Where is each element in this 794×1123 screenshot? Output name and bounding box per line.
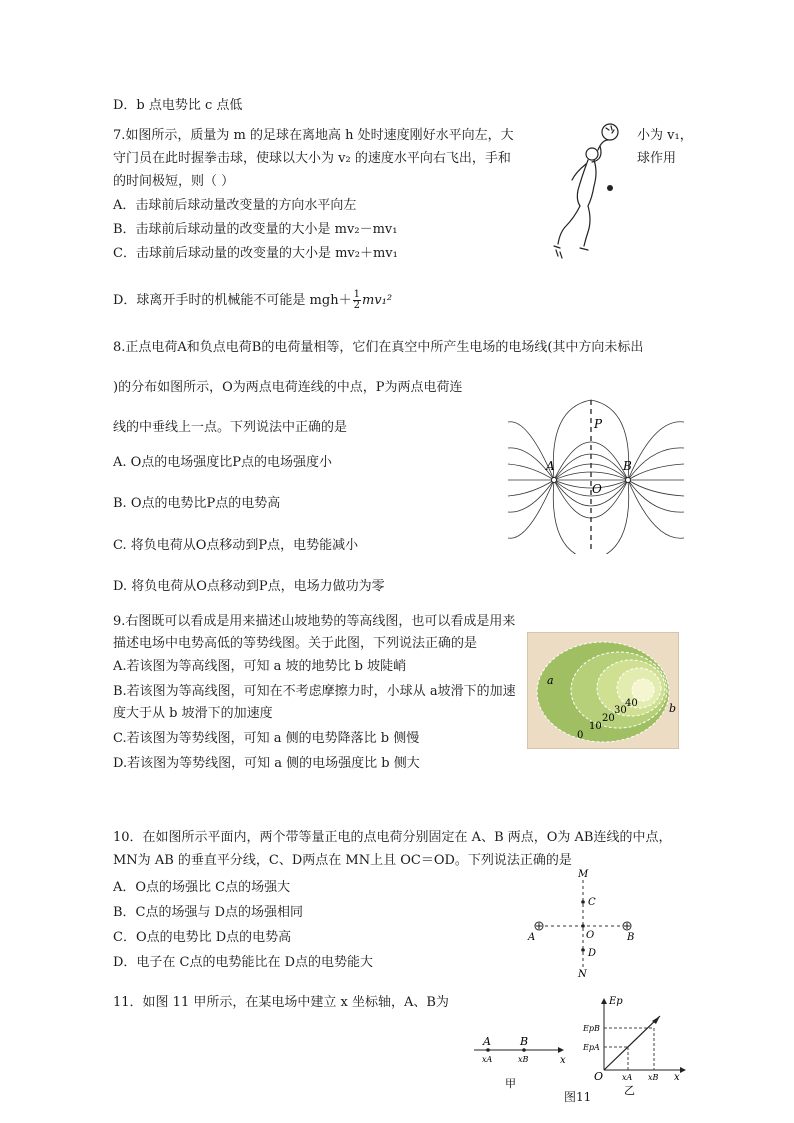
point-o	[581, 924, 585, 928]
label-contour-20: 20	[602, 713, 615, 724]
q10-option-b: B．C点的场强与 D点的场强相同	[113, 905, 304, 920]
q7-fraction-denominator: 2	[353, 300, 360, 311]
q10-stem-line1: 10．在如图所示平面内，两个带等量正电的点电荷分别固定在 A、B 两点，O为 AB连线的中点，	[113, 830, 672, 845]
point-b	[522, 1048, 526, 1052]
q7-option-d-prefix: D．球离开手时的机械能不可能是 mgh＋	[113, 293, 352, 308]
label-contour-10: 10	[589, 721, 602, 732]
q7-option-c: C．击球前后球动量的改变量的大小是 mv₂＋mv₁	[113, 246, 398, 261]
label-o: O	[586, 930, 595, 941]
q7-stem-line1: 7.如图所示，质量为 m 的足球在离地高 h 处时速度刚好水平向左，大	[113, 128, 514, 143]
label-p: P	[594, 417, 603, 431]
label-xa: xA	[622, 1073, 633, 1082]
label-b: B	[520, 1035, 529, 1048]
q7-fraction-numerator: 1	[353, 289, 360, 300]
point-d	[581, 948, 585, 952]
contour-map-diagram	[527, 632, 679, 749]
charge-a	[552, 478, 557, 483]
two-charges-diagram	[525, 866, 640, 978]
goalkeeper-figure	[548, 120, 634, 268]
label-a: A	[528, 932, 536, 943]
charge-b	[626, 478, 631, 483]
q8-stem-line2: )的分布如图所示，O为两点电荷连线的中点，P为两点电荷连	[113, 380, 463, 395]
dipole-field-diagram	[508, 398, 684, 554]
label-slope-b: b	[669, 702, 677, 715]
caption-yi: 乙	[624, 1084, 635, 1097]
label-ep: Ep	[609, 996, 623, 1007]
label-b: B	[627, 932, 635, 943]
label-xb: xB	[648, 1073, 659, 1082]
q7-option-b: B．击球前后球动量的改变量的大小是 mv₂－mv₁	[113, 222, 398, 237]
ep-x-graph-yi	[582, 994, 686, 1104]
football-icon	[602, 124, 618, 140]
q7-stem-line1-right: 小为 v₁，	[637, 128, 693, 143]
label-n: N	[578, 969, 587, 978]
ep-line	[604, 1016, 660, 1070]
q7-option-a: A．击球前后球动量改变量的方向水平向左	[113, 198, 357, 213]
q9-option-c: C.若该图为等势线图，可知 a 侧的电势降落比 b 侧慢	[113, 731, 420, 746]
q10-option-d: D．电子在 C点的电势能比在 D点的电势能大	[113, 955, 374, 970]
label-contour-40: 40	[625, 698, 638, 709]
q8-stem-line1: 8.正点电荷A和负点电荷B的电荷量相等，它们在真空中所产生电场的电场线(其中方向未标出	[113, 340, 644, 355]
label-contour-30: 30	[614, 705, 627, 716]
label-epb: EpB	[583, 1024, 600, 1033]
q10-stem-line2: MN为 AB 的垂直平分线，C、D两点在 MN上且 OC＝OD。下列说法正确的是	[113, 853, 572, 868]
label-slope-a: a	[547, 674, 554, 687]
q9-option-d: D.若该图为等势线图，可知 a 侧的电场强度比 b 侧大	[113, 756, 420, 771]
glove-icon	[607, 185, 613, 191]
point-c	[581, 900, 585, 904]
q11-stem-line1: 11．如图 11 甲所示，在某电场中建立 x 坐标轴，A、B为	[113, 995, 449, 1010]
label-a: A	[483, 1035, 491, 1048]
q7-option-d-fraction	[353, 290, 361, 311]
q7-option-d-suffix: mv₁²	[361, 293, 393, 308]
q7-stem-line3: 的时间极短，则（ ）	[113, 174, 235, 189]
label-x: x	[560, 1055, 566, 1066]
q10-option-a: A．O点的场强比 C点的场强大	[113, 880, 291, 895]
q8-option-d: D. 将负电荷从O点移动到P点，电场力做功为零	[113, 579, 385, 594]
q7-stem-line2-right: 球作用	[637, 151, 677, 166]
q10-option-c: C．O点的电势比 D点的电势高	[113, 930, 292, 945]
label-d: D	[588, 948, 597, 959]
label-o: O	[592, 482, 602, 496]
caption-jia: 甲	[505, 1077, 516, 1090]
q8-option-a: A. O点的电场强度比P点的电场强度小	[113, 455, 333, 470]
label-origin: O	[594, 1070, 604, 1083]
charge-a-icon	[535, 922, 543, 930]
label-c: C	[588, 897, 596, 908]
label-xb: xB	[518, 1055, 529, 1064]
q8-stem-line3: 线的中垂线上一点。下列说法中正确的是	[113, 420, 348, 435]
figure-11-caption: 图11	[564, 1090, 592, 1104]
label-xa: xA	[482, 1055, 493, 1064]
q9-stem-line2: 描述电场中电势高低的等势线图。关于此图，下列说法正确的是	[113, 636, 478, 651]
q7-stem-line2: 守门员在此时握拳击球，使球以大小为 v₂ 的速度水平向右飞出，手和	[113, 151, 511, 166]
label-m: M	[578, 869, 589, 880]
charge-b-icon	[623, 922, 631, 930]
label-a: A	[546, 459, 555, 473]
label-b: B	[623, 459, 632, 473]
q9-stem-line1: 9.右图既可以看成是用来描述山坡地势的等高线图，也可以看成是用来	[113, 614, 516, 629]
q9-option-b-line1: B.若该图为等高线图，可知在不考虑摩擦力时，小球从 a坡滑下的加速	[113, 684, 516, 699]
q9-option-b-line2: 度大于从 b 坡滑下的加速度	[113, 706, 273, 721]
label-contour-0: 0	[577, 730, 584, 741]
label-epa: EpA	[583, 1043, 600, 1052]
q6-option-d: D．b 点电势比 c 点低	[113, 98, 243, 113]
q9-option-a: A.若该图为等高线图，可知 a 坡的地势比 b 坡陡峭	[113, 659, 407, 674]
x-axis-figure-jia	[470, 1030, 570, 1092]
q8-option-c: C. 将负电荷从O点移动到P点，电势能减小	[113, 538, 359, 553]
point-a	[486, 1048, 490, 1052]
label-x: x	[674, 1072, 680, 1083]
q7-option-d	[113, 290, 392, 311]
q8-option-b: B. O点的电势比P点的电势高	[113, 496, 281, 511]
